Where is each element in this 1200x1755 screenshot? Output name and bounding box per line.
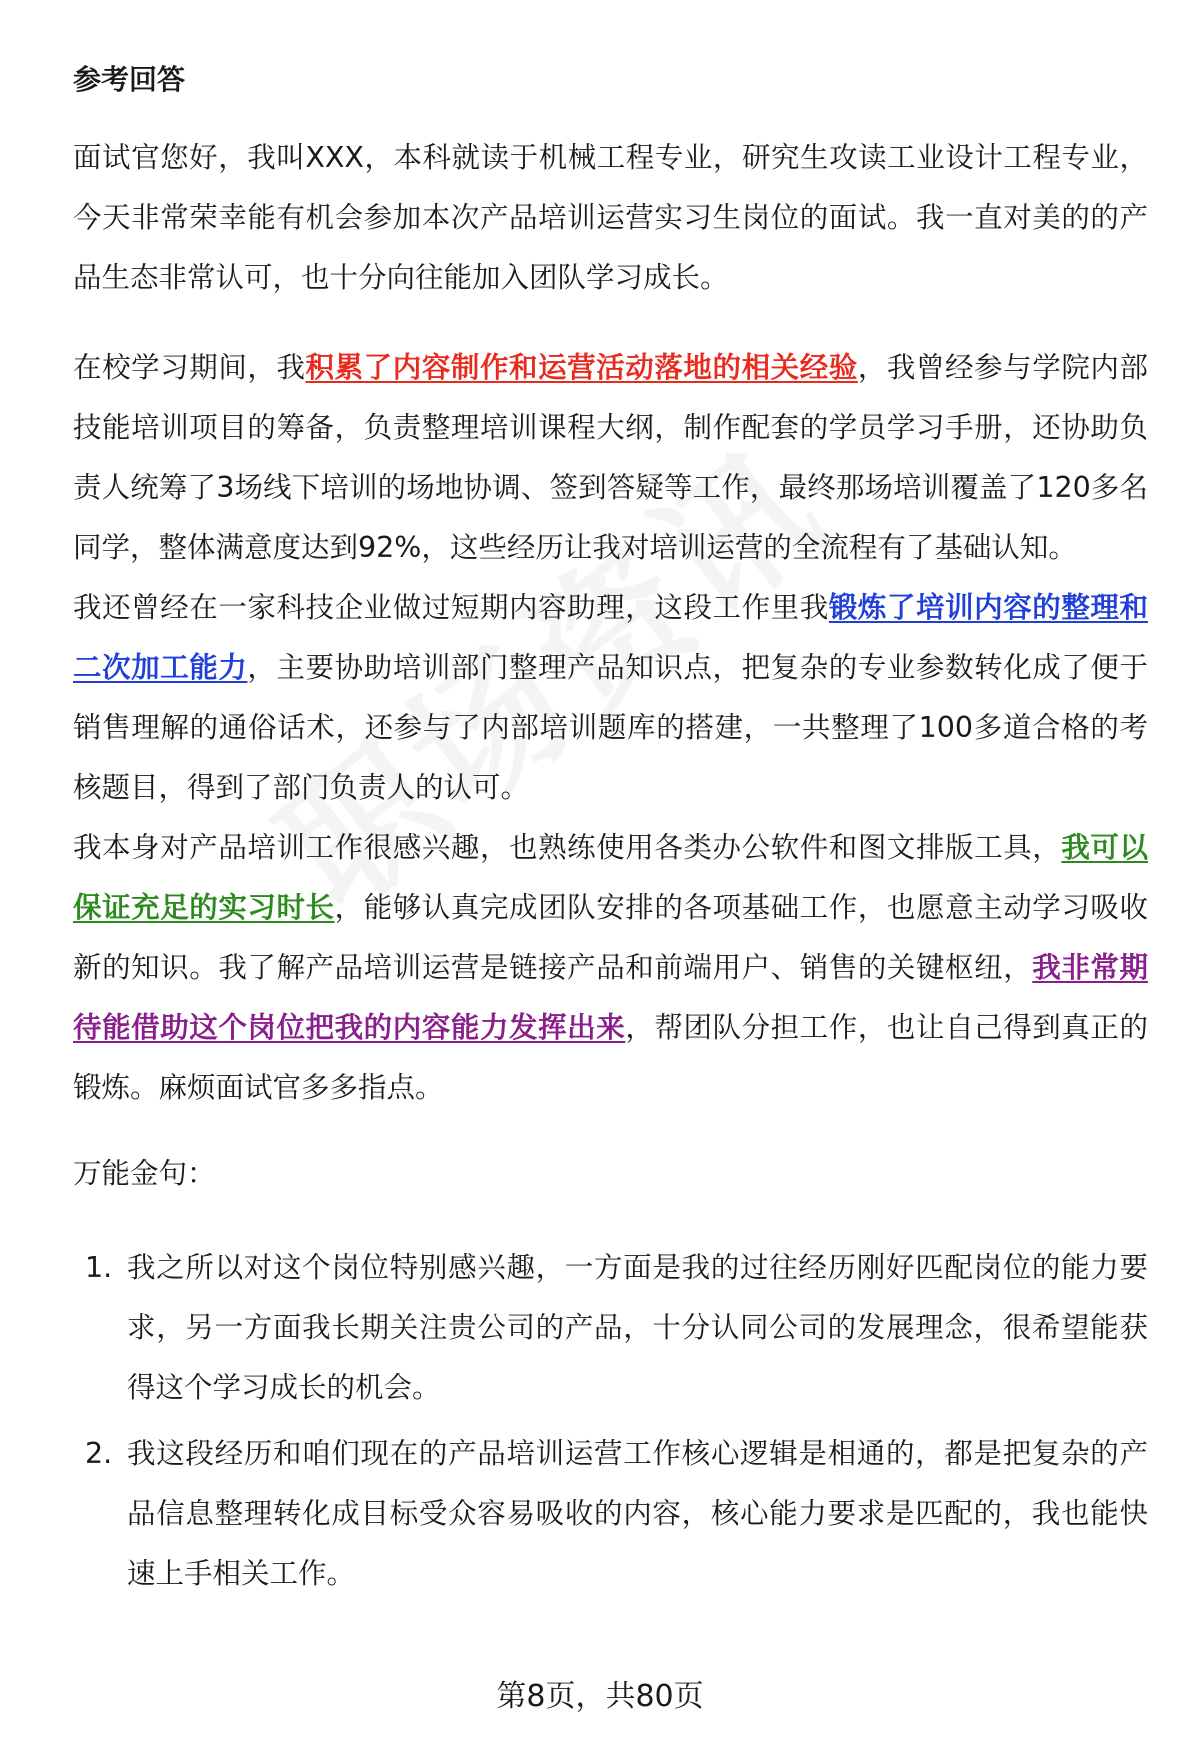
text-run: ，能够认真完成团队安排的各项基础工作，也愿意主动学习吸收新的知识。我了解产品培训运营是链接产品和前端用户、销售的关键枢纽， (73, 891, 1148, 984)
list-item-text: 我之所以对这个岗位特别感兴趣，一方面是我的过往经历刚好匹配岗位的能力要求，另一方面我长期关注贵公司的产品，十分认同公司的发展理念，很希望能获得这个学习成长的机会。 (127, 1251, 1148, 1404)
campus-experience-paragraph (73, 338, 1148, 578)
highlight-blue: 锻炼了培训内容的整理和二次加工能力 (73, 591, 1148, 684)
text-run: 我还曾经在一家科技企业做过短期内容助理，这段工作里我 (73, 591, 829, 624)
list-item (73, 1424, 1148, 1604)
page-content (73, 56, 1148, 1610)
page-number-footer: 第8页，共80页 (496, 1679, 704, 1714)
list-number: 2. (85, 1437, 113, 1470)
text-run: 我本身对产品培训工作很感兴趣，也熟练使用各类办公软件和图文排版工具， (73, 831, 1062, 864)
section-heading: 参考回答 (73, 63, 186, 96)
highlight-green: 我可以保证充足的实习时长 (73, 831, 1148, 924)
list-item-text: 我这段经历和咱们现在的产品培训运营工作核心逻辑是相通的，都是把复杂的产品信息整理转化成目标受众容易吸收的内容，核心能力要求是匹配的，我也能快速上手相关工作。 (127, 1437, 1148, 1590)
highlight-purple: 我非常期待能借助这个岗位把我的内容能力发挥出来 (73, 951, 1148, 1044)
intro-paragraph: 面试官您好，我叫XXX，本科就读于机械工程专业，研究生攻读工业设计工程专业，今天非常荣幸能有机会参加本次产品培训运营实习生岗位的面试。我一直对美的的产品生态非常认可，也十分向往能加入团队学习成长。 (73, 141, 1148, 294)
list-item (73, 1238, 1148, 1418)
list-number: 1. (85, 1251, 113, 1284)
golden-sentences-label: 万能金句： (73, 1157, 216, 1190)
motivation-paragraph (73, 818, 1148, 1118)
text-run: ，主要协助培训部门整理产品知识点，把复杂的专业参数转化成了便于销售理解的通俗话术，还参与了内部培训题库的搭建，一共整理了100多道合格的考核题目，得到了部门负责人的认可。 (73, 651, 1148, 804)
work-experience-paragraph (73, 578, 1148, 818)
text-run: ，帮团队分担工作，也让自己得到真正的锻炼。麻烦面试官多多指点。 (73, 1011, 1148, 1104)
text-run: ，我曾经参与学院内部技能培训项目的筹备，负责整理培训课程大纲，制作配套的学员学习手册，还协助负责人统筹了3场线下培训的场地协调、签到答疑等工作，最终那场培训覆盖了120多名同学，整体满意度达到92%，这些经历让我对培训运营的全流程有了基础认知。 (73, 351, 1148, 564)
highlight-red: 积累了内容制作和运营活动落地的相关经验 (305, 351, 858, 384)
text-run: 在校学习期间，我 (73, 351, 306, 384)
golden-sentences-list (73, 1238, 1148, 1604)
